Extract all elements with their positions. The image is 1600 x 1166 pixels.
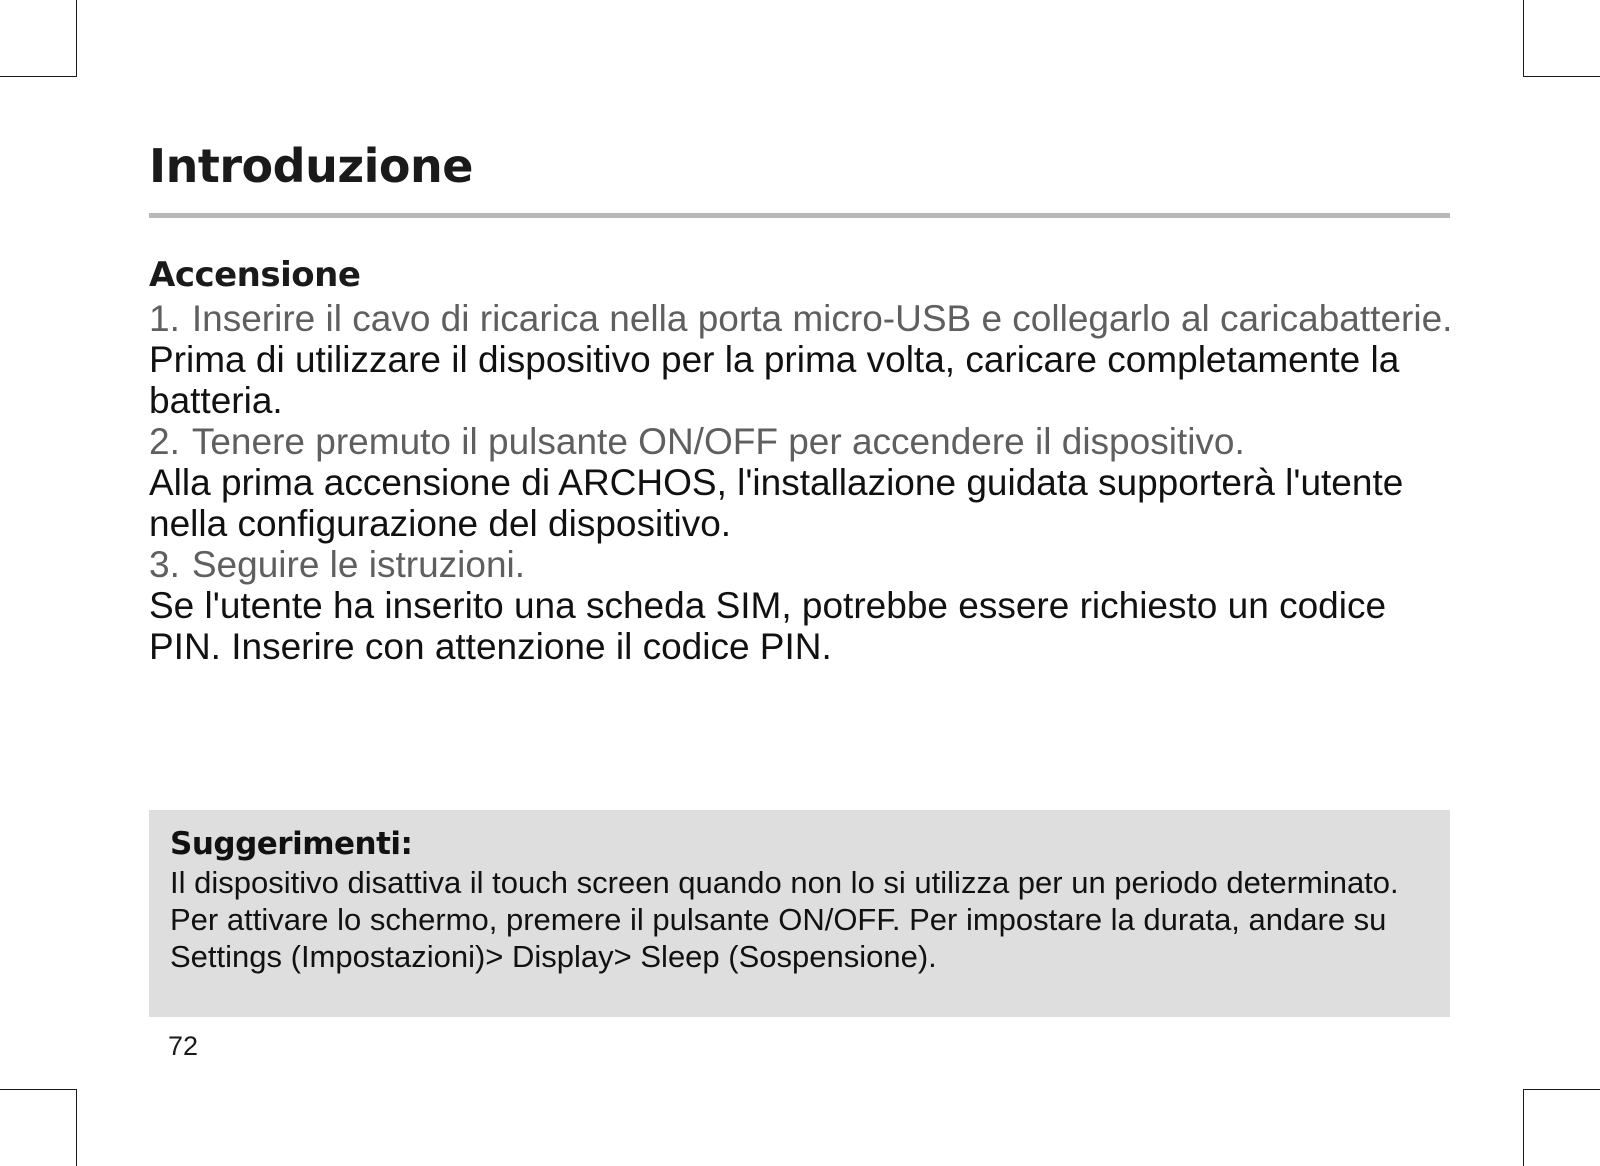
title-divider [149, 213, 1450, 218]
crop-mark-top-right-vertical [1523, 0, 1524, 77]
crop-mark-top-right-horizontal [1523, 76, 1600, 77]
step-text: Tenere premuto il pulsante ON/OFF per accendere il dispositivo. [191, 421, 1245, 462]
step-1-note: Prima di utilizzare il dispositivo per la prima volta, caricare completamente la batteria. [149, 339, 1400, 421]
page-title: Introduzione [149, 139, 473, 193]
page-number: 72 [168, 1031, 199, 1061]
tips-box [149, 810, 1450, 1017]
tips-text: Il dispositivo disattiva il touch screen quando non lo si utilizza per un periodo determinato. Per attivare lo schermo, premere il pulsante ON/OFF. Per impostare la durata, andare su Settings (Impostazioni)> Display> Sleep (Sospensione). [170, 865, 1399, 974]
step-1 [149, 298, 1454, 339]
tips-content [170, 824, 1430, 975]
section-heading: Accensione [149, 255, 361, 295]
step-text: Inserire il cavo di ricarica nella porta micro-USB e collegarlo al caricabatterie. [191, 298, 1453, 339]
step-number: 3. [149, 544, 180, 585]
crop-mark-bottom-right-horizontal [1523, 1089, 1600, 1090]
crop-mark-top-left-vertical [76, 0, 77, 77]
crop-mark-top-left-horizontal [0, 76, 77, 77]
crop-mark-bottom-left-horizontal [0, 1089, 77, 1090]
step-3 [149, 544, 1454, 585]
step-number: 1. [149, 298, 180, 339]
crop-mark-bottom-right-vertical [1523, 1089, 1524, 1166]
section-accensione [149, 252, 1454, 667]
crop-mark-bottom-left-vertical [76, 1089, 77, 1166]
tips-heading: Suggerimenti: [170, 826, 413, 862]
step-2-note: Alla prima accensione di ARCHOS, l'installazione guidata supporterà l'utente nella configurazione del dispositivo. [149, 462, 1404, 544]
step-3-note: Se l'utente ha inserito una scheda SIM, potrebbe essere richiesto un codice PIN. Inserire con attenzione il codice PIN. [149, 585, 1387, 667]
step-number: 2. [149, 421, 180, 462]
step-2 [149, 421, 1454, 462]
step-text: Seguire le istruzioni. [191, 544, 526, 585]
